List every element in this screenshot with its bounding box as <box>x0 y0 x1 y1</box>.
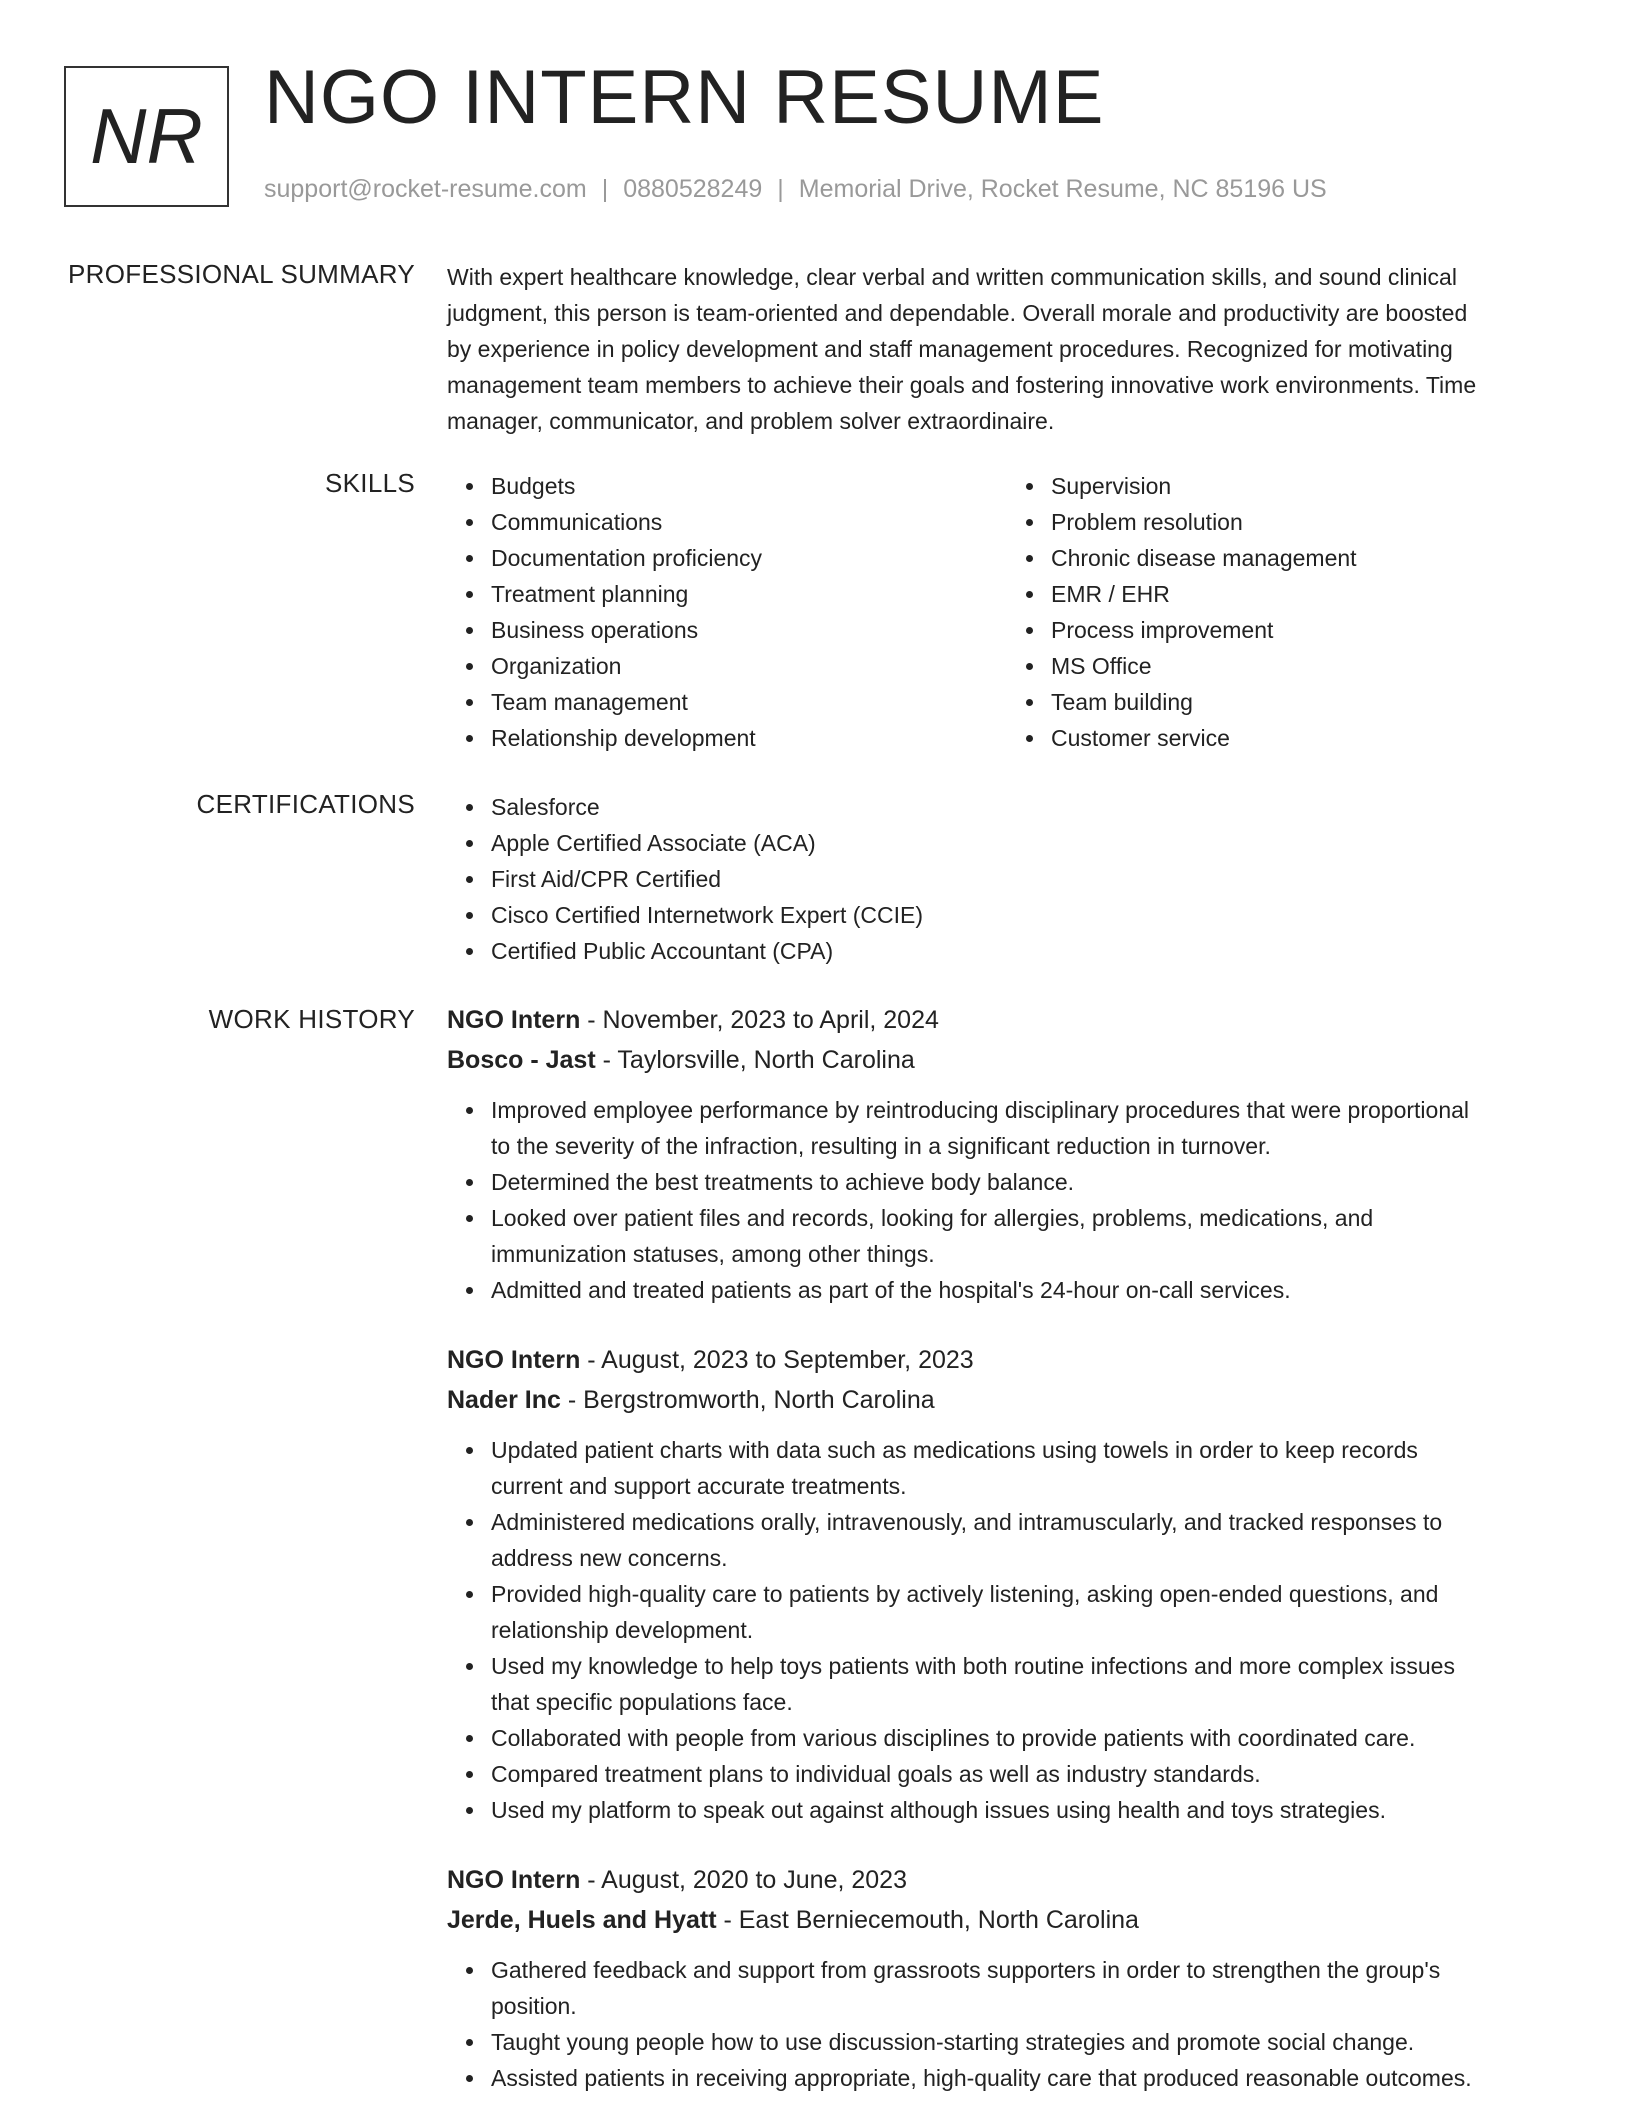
skill-item: Treatment planning <box>491 576 1007 612</box>
skill-item: Documentation proficiency <box>491 540 1007 576</box>
job-location: - Bergstromworth, North Carolina <box>560 1386 935 1414</box>
resume-title: NGO INTERN RESUME <box>264 55 1105 140</box>
job-title: NGO Intern <box>447 1346 581 1374</box>
job-bullet <box>491 1092 1567 1164</box>
summary-line: management team members to achieve their goals and fostering innovative work environments. Time <box>447 372 1477 398</box>
certification-item: Apple Certified Associate (ACA) <box>491 825 1567 861</box>
contact-separator: | <box>601 175 609 203</box>
job-bullet <box>491 1792 1567 1828</box>
work-history-body <box>447 1000 1567 2128</box>
skill-item: Business operations <box>491 612 1007 648</box>
job-location: - Taylorsville, North Carolina <box>595 1046 915 1074</box>
job-bullet <box>491 1648 1567 1720</box>
job-bullet <box>491 1432 1567 1504</box>
summary-line: judgment, this person is team-oriented and dependable. Overall morale and productivity are boosted <box>447 300 1468 326</box>
contact-phone[interactable]: 0880528249 <box>623 175 763 203</box>
certification-item: First Aid/CPR Certified <box>491 861 1567 897</box>
job-bullet <box>491 1272 1567 1308</box>
summary-line: With expert healthcare knowledge, clear verbal and written communication skills, and sound clinical <box>447 264 1457 290</box>
job-company: Jerde, Huels and Hyatt <box>447 1906 717 1934</box>
job-bullet <box>491 1952 1567 2024</box>
certification-item: Certified Public Accountant (CPA) <box>491 933 1567 969</box>
summary-line: by experience in policy development and staff management procedures. Recognized for motivating <box>447 336 1453 362</box>
skill-item: Supervision <box>1051 468 1567 504</box>
job-company-line <box>447 1040 1567 1080</box>
job-bullet-line: Improved employee performance by reintroducing disciplinary procedures that were proportional <box>491 1097 1470 1123</box>
job-bullet-line: Collaborated with people from various disciplines to provide patients with coordinated care. <box>491 1725 1416 1751</box>
contact-line <box>264 175 1327 204</box>
job-bullet-line: relationship development. <box>491 1617 754 1643</box>
job-title: NGO Intern <box>447 1866 581 1894</box>
job-bullet-line: Assisted patients in receiving appropriate, high-quality care that produced reasonable outcomes. <box>491 2065 1472 2091</box>
job-bullet-line: Administered medications orally, intravenously, and intramuscularly, and tracked responses to <box>491 1509 1443 1535</box>
skill-item: EMR / EHR <box>1051 576 1567 612</box>
job-entry <box>447 1000 1567 1308</box>
skill-item: Process improvement <box>1051 612 1567 648</box>
resume-header <box>0 0 1632 240</box>
job-bullet <box>491 1756 1567 1792</box>
job-bullet <box>491 1200 1567 1272</box>
job-bullet-line: Gathered feedback and support from grassroots supporters in order to strengthen the group's <box>491 1957 1441 1983</box>
skill-item: Organization <box>491 648 1007 684</box>
skill-item: Customer service <box>1051 720 1567 756</box>
section-label-skills: SKILLS <box>325 468 415 498</box>
job-location: - East Berniecemouth, North Carolina <box>716 1906 1139 1934</box>
contact-email[interactable]: support@rocket-resume.com <box>264 175 587 203</box>
certification-item: Salesforce <box>491 789 1567 825</box>
section-label-summary: PROFESSIONAL SUMMARY <box>68 259 415 289</box>
job-company-line <box>447 1900 1567 1940</box>
job-company-line <box>447 1380 1567 1420</box>
job-bullet-line: Taught young people how to use discussion-starting strategies and promote social change. <box>491 2029 1415 2055</box>
skills-list-col1 <box>447 468 1007 756</box>
job-bullet-line: Provided high-quality care to patients by actively listening, asking open-ended questions, and <box>491 1581 1439 1607</box>
job-title-line <box>447 1860 1567 1900</box>
job-bullet <box>491 1720 1567 1756</box>
job-bullet-line: Compared treatment plans to individual goals as well as industry standards. <box>491 1761 1261 1787</box>
job-bullets <box>447 1952 1567 2096</box>
contact-separator: | <box>777 175 784 203</box>
section-label-work: WORK HISTORY <box>208 1004 415 1034</box>
job-bullets <box>447 1432 1567 1828</box>
job-bullet-line: Admitted and treated patients as part of the hospital's 24-hour on-call services. <box>491 1277 1291 1303</box>
summary-line: manager, communicator, and problem solver extraordinaire. <box>447 408 1055 434</box>
job-title-line <box>447 1340 1567 1380</box>
monogram-logo: NR <box>64 66 229 207</box>
job-bullet-line: Used my knowledge to help toys patients with both routine infections and more complex issues <box>491 1653 1455 1679</box>
skill-item: Team management <box>491 684 1007 720</box>
job-bullet-line: immunization statuses, among other things. <box>491 1241 935 1267</box>
job-bullet <box>491 2060 1567 2096</box>
skills-columns <box>447 468 1567 756</box>
job-bullet-line: address new concerns. <box>491 1545 728 1571</box>
job-title-line <box>447 1000 1567 1040</box>
job-bullet-line: Used my platform to speak out against although issues using health and toys strategies. <box>491 1797 1386 1823</box>
job-bullet <box>491 1164 1567 1200</box>
job-dates: - November, 2023 to April, 2024 <box>580 1006 939 1034</box>
skill-item: Problem resolution <box>1051 504 1567 540</box>
skill-item: Communications <box>491 504 1007 540</box>
job-dates: - August, 2020 to June, 2023 <box>580 1866 907 1894</box>
section-label-certifications: CERTIFICATIONS <box>196 789 415 819</box>
job-bullet-line: Looked over patient files and records, looking for allergies, problems, medications, and <box>491 1205 1374 1231</box>
skill-item: Relationship development <box>491 720 1007 756</box>
skill-item: MS Office <box>1051 648 1567 684</box>
job-bullet-line: Determined the best treatments to achieve body balance. <box>491 1169 1075 1195</box>
job-entry <box>447 1340 1567 1828</box>
job-dates: - August, 2023 to September, 2023 <box>580 1346 974 1374</box>
job-bullet-line: Updated patient charts with data such as medications using towels in order to keep records <box>491 1437 1418 1463</box>
job-company: Bosco - Jast <box>447 1046 596 1074</box>
job-title: NGO Intern <box>447 1006 581 1034</box>
summary-text <box>447 259 1567 439</box>
skill-item: Chronic disease management <box>1051 540 1567 576</box>
contact-address: Memorial Drive, Rocket Resume, NC 85196 US <box>798 175 1327 203</box>
job-company: Nader Inc <box>447 1386 561 1414</box>
job-bullet-line: to the severity of the infraction, resulting in a significant reduction in turnover. <box>491 1133 1271 1159</box>
certification-item: Cisco Certified Internetwork Expert (CCIE) <box>491 897 1567 933</box>
job-bullets <box>447 1092 1567 1308</box>
job-bullet-line: current and support accurate treatments. <box>491 1473 907 1499</box>
job-entry <box>447 1860 1567 2096</box>
skill-item: Budgets <box>491 468 1007 504</box>
certifications-list <box>447 789 1567 969</box>
job-bullet-line: position. <box>491 1993 577 2019</box>
skills-list-col2 <box>1007 468 1567 756</box>
job-bullet <box>491 1576 1567 1648</box>
skill-item: Team building <box>1051 684 1567 720</box>
certifications-body <box>447 789 1567 969</box>
job-bullet <box>491 2024 1567 2060</box>
job-bullet <box>491 1504 1567 1576</box>
job-bullet-line: that specific populations face. <box>491 1689 793 1715</box>
